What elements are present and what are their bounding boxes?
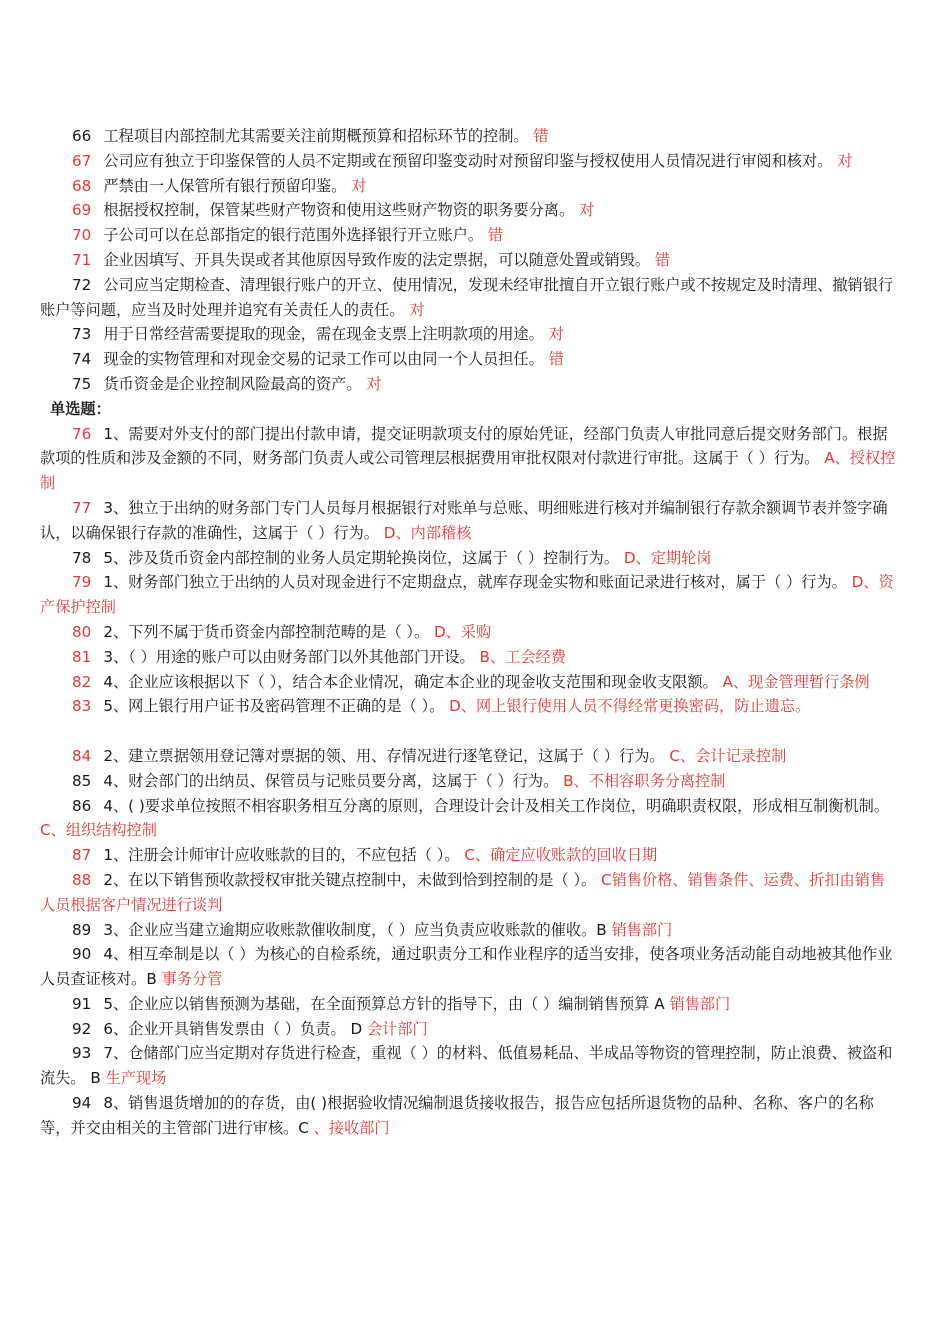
question-text: 3、独立于出纳的财务部门专门人员每月根据银行对账单与总账、明细账进行核对并编制银行存款余额调节表并签字确认，以确保银行存款的准确性，这属于（ ）行为。	[40, 498, 888, 542]
question-text: 5、网上银行用户证书及密码管理不正确的是（ ）。	[103, 697, 445, 716]
answer-text: 、接收部门	[313, 1118, 390, 1137]
question-text: 6、企业开具销售发票由（ ）负责。 D	[103, 1019, 363, 1038]
question-item	[40, 1041, 900, 1091]
question-item	[40, 372, 900, 397]
question-number: 66	[72, 127, 92, 145]
question-text: 现金的实物管理和对现金交易的记录工作可以由同一个人员担任。	[103, 350, 544, 369]
answer-text: 错	[487, 226, 504, 245]
question-text: 企业因填写、开具失误或者其他原因导致作废的法定票据，可以随意处置或销毁。	[103, 250, 651, 269]
question-item	[40, 198, 900, 223]
question-number: 77	[72, 498, 92, 517]
question-item	[40, 422, 900, 496]
answer-text: 错	[654, 250, 671, 269]
question-item	[40, 124, 900, 149]
question-number: 67	[72, 151, 92, 170]
question-text: 4、( )要求单位按照不相容职务相互分离的原则，合理设计会计及相关工作岗位，明确职责权限，形成相互制衡机制。	[103, 796, 890, 815]
question-item	[40, 942, 900, 992]
answer-text: D、网上银行使用人员不得经常更换密码，防止遗忘。	[449, 697, 811, 716]
question-text: 3、（ ）用途的账户可以由财务部门以外其他部门开设。	[103, 647, 475, 666]
question-item	[40, 1017, 900, 1042]
single-choice-section-1	[40, 422, 900, 720]
answer-text: 销售部门	[611, 920, 673, 939]
question-number: 73	[72, 325, 92, 344]
question-number: 88	[72, 870, 92, 889]
blank-line	[40, 719, 900, 744]
question-text: 3、企业应当建立逾期应收账款催收制度，（ ）应当负责应收账款的催收。B	[103, 920, 607, 939]
question-number: 68	[72, 176, 92, 195]
question-item	[40, 744, 900, 769]
question-number: 92	[72, 1019, 92, 1038]
question-item	[40, 347, 900, 372]
question-number: 69	[72, 201, 92, 220]
question-text: 2、在以下销售预收款授权审批关键点控制中，未做到恰到控制的是（ ）。	[103, 870, 597, 889]
question-item	[40, 174, 900, 199]
question-item	[40, 570, 900, 620]
question-text: 2、下列不属于货币资金内部控制范畴的是（ ）。	[103, 622, 430, 641]
question-item	[40, 223, 900, 248]
answer-text: B、工会经费	[479, 647, 566, 666]
answer-text: 对	[548, 325, 564, 344]
answer-text: 对	[409, 300, 425, 319]
question-text: 工程项目内部控制尤其需要关注前期概预算和招标环节的控制。	[103, 127, 529, 145]
question-number: 90	[72, 945, 92, 964]
answer-text: C、会计记录控制	[669, 746, 787, 765]
question-item	[40, 273, 900, 323]
question-item	[40, 694, 900, 719]
question-text: 用于日常经营需要提取的现金，需在现金支票上注明款项的用途。	[103, 325, 544, 344]
question-item	[40, 620, 900, 645]
question-item	[40, 843, 900, 868]
question-number: 70	[72, 226, 92, 245]
answer-text: 生产现场	[105, 1069, 167, 1088]
question-item	[40, 670, 900, 695]
question-text: 根据授权控制，保管某些财产物资和使用这些财产物资的职务要分离。	[103, 201, 575, 220]
question-text: 货币资金是企业控制风险最高的资产。	[103, 374, 362, 393]
section-heading-single-choice: 单选题：	[50, 399, 111, 418]
question-number: 91	[72, 994, 92, 1013]
question-number: 85	[72, 771, 92, 790]
question-text: 2、建立票据领用登记簿对票据的领、用、存情况进行逐笔登记，这属于（ ）行为。	[103, 746, 665, 765]
answer-text: B、不相容职务分离控制	[563, 771, 726, 790]
question-number: 76	[72, 424, 92, 443]
answer-text: C、组织结构控制	[40, 821, 157, 840]
question-number: 74	[72, 350, 92, 369]
answer-text: 对	[578, 201, 595, 220]
question-item	[40, 794, 900, 844]
question-number: 84	[72, 746, 92, 765]
question-item	[40, 769, 900, 794]
answer-text: 事务分管	[161, 970, 223, 989]
answer-text: A、现金管理暂行条例	[722, 672, 870, 691]
answer-text: D、定期轮岗	[623, 548, 712, 567]
answer-text: 对	[366, 374, 382, 393]
question-number: 72	[72, 275, 92, 294]
question-text: 严禁由一人保管所有银行预留印鉴。	[103, 176, 347, 195]
question-item	[40, 546, 900, 571]
single-choice-section-2	[40, 744, 900, 1141]
question-number: 93	[72, 1044, 92, 1063]
question-item	[40, 992, 900, 1017]
question-number: 87	[72, 846, 92, 865]
answer-text: C、确定应收账款的回收日期	[464, 846, 658, 865]
question-text: 5、涉及货币资金内部控制的业务人员定期轮换岗位，这属于（ ）控制行为。	[103, 548, 620, 567]
question-number: 89	[72, 920, 92, 939]
answer-text: 对	[837, 151, 853, 170]
question-number: 81	[72, 647, 92, 666]
question-number: 86	[72, 796, 92, 815]
question-number: 82	[72, 672, 92, 691]
question-number: 79	[72, 573, 92, 592]
question-text: 1、注册会计师审计应收账款的目的，不应包括（ ）。	[103, 846, 460, 865]
answer-text: 错	[548, 350, 564, 369]
answer-text: 会计部门	[366, 1019, 428, 1038]
question-text: 公司应当定期检查、清理银行账户的开立、使用情况，发现未经审批擅自开立银行账户或不按规定及时清理、撤销银行账户等问题，应当及时处理并追究有关责任人的责任。	[40, 275, 894, 319]
question-item	[40, 322, 900, 347]
question-text: 4、企业应该根据以下（ ），结合本企业情况，确定本企业的现金收支范围和现金收支限额。	[103, 672, 718, 691]
question-number: 94	[72, 1094, 92, 1113]
answer-text: D、内部稽核	[383, 523, 472, 542]
question-text: 8、销售退货增加的的存货，由( )根据验收情况编制退货接收报告，报告应包括所退货物的品种、名称、客户的名称等，并交由相关的主管部门进行审核。C	[40, 1094, 874, 1137]
question-item	[40, 918, 900, 943]
question-number: 75	[72, 374, 92, 393]
answer-text: 错	[533, 127, 549, 145]
question-text: 5、企业应以销售预测为基础，在全面预算总方针的指导下，由（ ）编制销售预算 A	[103, 994, 665, 1013]
question-item	[40, 1091, 900, 1141]
answer-text: C销售价格、销售条件、运费、折扣由销售人员根据客户情况进行谈判	[40, 870, 886, 914]
question-text: 7、仓储部门应当定期对存货进行检查，重视（ ）的材料、低值易耗品、半成品等物资的管理控制，防止浪费、被盗和流失。 B	[40, 1044, 893, 1088]
question-item	[40, 868, 900, 918]
question-text: 1、财务部门独立于出纳的人员对现金进行不定期盘点，就库存现金实物和账面记录进行核对，属于（ ）行为。	[103, 573, 847, 592]
question-number: 78	[72, 548, 92, 567]
question-number: 83	[72, 697, 92, 716]
answer-text: 销售部门	[669, 994, 731, 1013]
question-text: 4、相互牵制是以（ ）为核心的自检系统，通过职责分工和作业程序的适当安排，使各项业务活动能自动地被其他作业人员查证核对。B	[40, 945, 893, 989]
question-item	[40, 248, 900, 273]
answer-text: 对	[351, 176, 367, 195]
answer-text: D、采购	[433, 622, 492, 641]
question-item	[40, 645, 900, 670]
answer-text: A、授权控制	[40, 449, 896, 493]
question-number: 80	[72, 622, 92, 641]
question-item	[40, 149, 900, 174]
question-text: 公司应有独立于印鉴保管的人员不定期或在预留印鉴变动时对预留印鉴与授权使用人员情况进行审阅和核对。	[103, 151, 833, 170]
question-text: 4、财会部门的出纳员、保管员与记账员要分离，这属于（ ）行为。	[103, 771, 559, 790]
question-number: 71	[72, 250, 92, 269]
question-item	[40, 496, 900, 546]
question-text: 1、需要对外支付的部门提出付款申请，提交证明款项支付的原始凭证，经部门负责人审批同意后提交财务部门。根据款项的性质和涉及金额的不同，财务部门负责人或公司管理层根据费用审批权限对付款进行审批。这属于（ ）行为。	[40, 424, 888, 468]
true-false-section	[40, 124, 900, 397]
answer-text: D、资产保护控制	[40, 573, 894, 617]
question-text: 子公司可以在总部指定的银行范围外选择银行开立账户。	[103, 226, 484, 245]
document-body	[40, 124, 900, 1141]
